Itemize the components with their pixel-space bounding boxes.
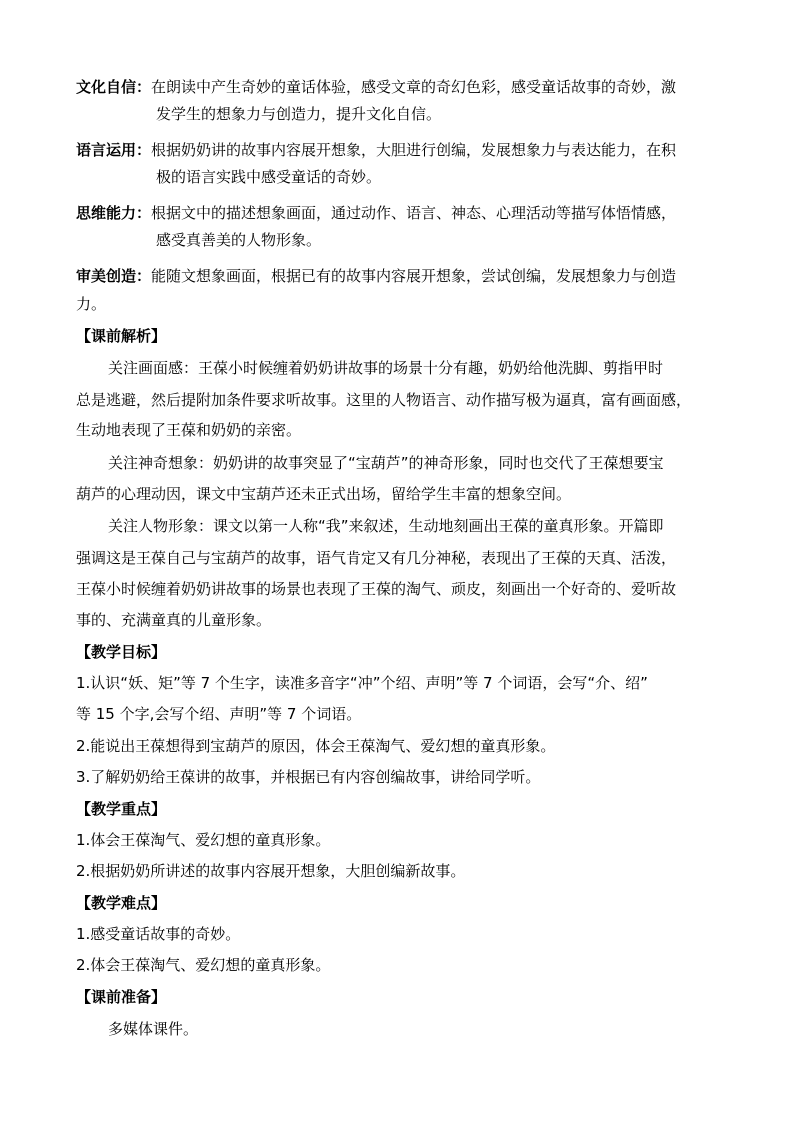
competency-aesthetics bbox=[76, 266, 676, 286]
competency-text: 能随文想象画面，根据已有的故事内容展开想象，尝试创编，发展想象力与创造 bbox=[151, 267, 677, 285]
analysis-paragraph-line: 生动地表现了王葆和奶奶的亲密。 bbox=[76, 421, 302, 439]
difficulty-item: 1.感受童话故事的奇妙。 bbox=[76, 925, 241, 943]
objective-item: 3.了解奶奶给王葆讲的故事，并根据已有内容创编故事，讲给同学听。 bbox=[76, 768, 541, 786]
key-point-item: 1.体会王葆淘气、爱幻想的童真形象。 bbox=[76, 831, 331, 849]
analysis-paragraph-line: 关注神奇想象：奶奶讲的故事突显了“宝葫芦”的神奇形象，同时也交代了王葆想要宝 bbox=[108, 454, 664, 472]
difficulty-item: 2.体会王葆淘气、爱幻想的童真形象。 bbox=[76, 956, 331, 974]
objective-item-continued: 等 15 个字,会写个绍、声明”等 7 个词语。 bbox=[76, 705, 362, 723]
competency-text-continued: 力。 bbox=[76, 295, 107, 313]
analysis-paragraph-line: 事的、充满童真的儿童形象。 bbox=[76, 611, 272, 629]
competency-text-continued: 极的语言实践中感受童话的奇妙。 bbox=[156, 168, 382, 186]
section-heading-key-points: 【教学重点】 bbox=[76, 800, 167, 818]
competency-label: 思维能力： bbox=[76, 204, 152, 222]
key-point-item: 2.根据奶奶所讲述的故事内容展开想象，大胆创编新故事。 bbox=[76, 862, 466, 880]
analysis-paragraph-line: 王葆小时候缠着奶奶讲故事的场景也表现了王葆的淘气、顽皮，刻画出一个好奇的、爱听故 bbox=[76, 580, 677, 598]
analysis-paragraph-line: 强调这是王葆自己与宝葫芦的故事，语气肯定又有几分神秘，表现出了王葆的天真、活泼， bbox=[76, 549, 677, 567]
preparation-text: 多媒体课件。 bbox=[108, 1020, 199, 1038]
competency-text-continued: 感受真善美的人物形象。 bbox=[156, 231, 322, 249]
objective-item: 2.能说出王葆想得到宝葫芦的原因，体会王葆淘气、爱幻想的童真形象。 bbox=[76, 737, 556, 755]
analysis-paragraph-line: 葫芦的心理动因，课文中宝葫芦还未正式出场，留给学生丰富的想象空间。 bbox=[76, 485, 572, 503]
analysis-paragraph-line: 关注人物形象：课文以第一人称“我”来叙述，生动地刻画出王葆的童真形象。开篇即 bbox=[108, 517, 664, 535]
analysis-paragraph-line: 总是逃避，然后提附加条件要求听故事。这里的人物语言、动作描写极为逼真，富有画面感， bbox=[76, 391, 692, 409]
competency-language bbox=[76, 140, 676, 160]
analysis-paragraph-line: 关注画面感：王葆小时候缠着奶奶讲故事的场景十分有趣，奶奶给他洗脚、剪指甲时 bbox=[108, 359, 664, 377]
competency-label: 文化自信： bbox=[76, 78, 152, 96]
competency-thinking bbox=[76, 203, 676, 223]
competency-text: 根据奶奶讲的故事内容展开想象，大胆进行创编，发展想象力与表达能力，在积 bbox=[151, 141, 677, 159]
competency-text: 根据文中的描述想象画面，通过动作、语言、神态、心理活动等描写体悟情感， bbox=[151, 204, 677, 222]
competency-text-continued: 发学生的想象力与创造力，提升文化自信。 bbox=[156, 105, 442, 123]
section-heading-objectives: 【教学目标】 bbox=[76, 643, 167, 661]
competency-label: 语言运用： bbox=[76, 141, 152, 159]
competency-culture bbox=[76, 77, 676, 97]
objective-item: 1.认识“妖、矩”等 7 个生字，读准多音字“冲”个绍、声明”等 7 个词语，会写“介、绍” bbox=[76, 674, 648, 692]
competency-text: 在朗读中产生奇妙的童话体验，感受文章的奇幻色彩，感受童话故事的奇妙，激 bbox=[151, 78, 677, 96]
section-heading-preparation: 【课前准备】 bbox=[76, 988, 167, 1006]
section-heading-difficulties: 【教学难点】 bbox=[76, 894, 167, 912]
section-heading-analysis: 【课前解析】 bbox=[76, 327, 167, 345]
competency-label: 审美创造： bbox=[76, 267, 152, 285]
